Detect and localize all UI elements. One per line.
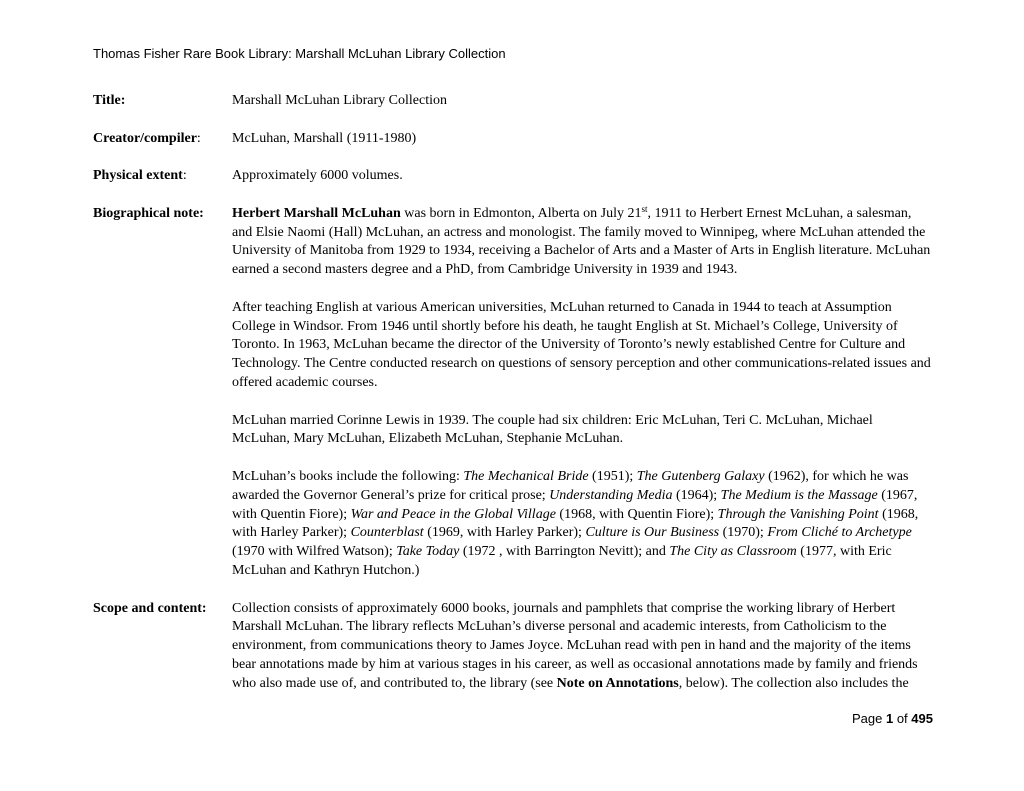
- book-detail: with Eric McLuhan and Kathryn Hutchon.): [232, 544, 892, 578]
- book-detail: (1962), for which he was awarded the Governor General’s prize for critical prose;: [232, 468, 909, 503]
- extent-field: [93, 167, 933, 186]
- title-label: Title:: [93, 93, 126, 108]
- creator-value: McLuhan, Marshall (1911-1980): [232, 130, 417, 146]
- italic-comma: ,: [832, 544, 837, 560]
- bio-p1-text-1: was born in Edmonton, Alberta on July 21: [400, 205, 642, 221]
- bio-paragraph-1: [232, 205, 933, 280]
- creator-field: [93, 130, 933, 149]
- scope-paragraph: [232, 600, 933, 694]
- extent-label-colon: :: [182, 168, 187, 184]
- book-detail: (1964);: [672, 487, 721, 503]
- book-title: War and Peace in the Global Village: [350, 506, 556, 522]
- bio-p1-text-2: , 1911 to Herbert Ernest McLuhan, a salesman, and Elsie Naomi (Hall) McLuhan, an actress and monologist. The family moved to Winnipeg, where McLuhan attended the University of Manitoba from 1929 to 1934, receiving a Bachelor of Arts and a Master of Arts in English literature. McLuhan earned a second masters degree and a PhD, from Cambridge University in 1939 and 1943.: [232, 205, 931, 278]
- scope-label: Scope and content:: [93, 600, 207, 616]
- of-word: of: [893, 711, 912, 726]
- document-body: [93, 92, 933, 694]
- extent-label-text: Physical extent: [93, 168, 183, 184]
- scope-text-2: , below). The collection also includes the: [678, 675, 909, 691]
- books-intro: McLuhan’s books include the following:: [232, 468, 464, 484]
- book-detail: (1967, with Quentin Fiore);: [232, 487, 918, 522]
- book-title: Culture is Our Business: [585, 525, 720, 541]
- book-title: Take Today: [396, 544, 460, 560]
- annotations-reference: Note on Annotations: [556, 675, 679, 691]
- bio-value: [232, 205, 933, 581]
- bio-p1-ordinal: st: [641, 203, 648, 214]
- bio-paragraph-3: McLuhan married Corinne Lewis in 1939. The couple had six children: Eric McLuhan, Teri C. McLuhan, Michael McLuhan, Mary McLuhan, Elizabeth McLuhan, Stephanie McLuhan.: [232, 412, 873, 447]
- book-title: From Cliché to Archetype: [767, 525, 912, 541]
- current-page: 1: [885, 711, 894, 726]
- scope-text-1: Collection consists of approximately 6000 books, journals and pamphlets that comprise the working library of Herbert Marshall McLuhan. The library reflects McLuhan’s diverse personal and academic interests, from Catholicism to the environment, from communications theory to James Joyce. McLuhan read with pen in hand and the majority of the items bear annotations made by him at various stages in his career, as well as occasional annotations made by family and friends who also made use of, and contributed to, the library (see: [232, 600, 918, 691]
- bio-paragraph-4: [232, 468, 933, 581]
- book-title: Understanding Media: [549, 487, 673, 503]
- book-title: The City as Classroom: [669, 544, 797, 560]
- title-value: Marshall McLuhan Library Collection: [232, 93, 447, 108]
- book-title: The Mechanical Bride: [463, 468, 589, 484]
- book-detail: (1972 , with Barrington Nevitt); and: [459, 544, 670, 560]
- bio-name: Herbert Marshall McLuhan: [232, 205, 401, 221]
- book-title: Through the Vanishing Point: [717, 506, 879, 522]
- creator-label-text: Creator/compiler: [93, 130, 197, 146]
- page-number: [852, 711, 933, 726]
- bio-paragraph-2: After teaching English at various American universities, McLuhan returned to Canada in 1944 to teach at Assumption College in Windsor. From 1946 until shortly before his death, he taught English at St. Michael’s College, University of Toronto. In 1963, McLuhan became the director of the University of Toronto’s newly established Centre for Culture and Technology. The Centre conducted research on questions of sensory perception and other communications-related issues and offered academic courses.: [232, 299, 931, 390]
- book-detail: (1968, with Harley Parker);: [232, 506, 919, 541]
- biographical-note-field: [93, 205, 933, 581]
- book-detail: (1977: [796, 544, 833, 560]
- book-title: The Medium is the Massage: [720, 487, 878, 503]
- total-pages: 495: [911, 711, 933, 726]
- creator-label-colon: :: [196, 130, 201, 146]
- page-word: Page: [852, 711, 886, 726]
- book-detail: (1970 with Wilfred Watson);: [232, 544, 397, 560]
- running-header: Thomas Fisher Rare Book Library: Marshall McLuhan Library Collection: [93, 46, 506, 61]
- creator-label: [93, 130, 232, 149]
- book-detail: (1951);: [588, 468, 637, 484]
- title-field: [93, 92, 933, 111]
- book-title: Counterblast: [350, 525, 424, 541]
- book-title: The Gutenberg Galaxy: [636, 468, 765, 484]
- book-detail: (1970);: [719, 525, 768, 541]
- book-detail: (1969, with Harley Parker);: [423, 525, 586, 541]
- scope-content-field: [93, 600, 933, 694]
- scope-value: [232, 600, 933, 694]
- extent-value: Approximately 6000 volumes.: [232, 168, 403, 184]
- bio-label: Biographical note:: [93, 205, 204, 221]
- extent-label: [93, 167, 232, 186]
- book-detail: (1968, with Quentin Fiore);: [555, 506, 718, 522]
